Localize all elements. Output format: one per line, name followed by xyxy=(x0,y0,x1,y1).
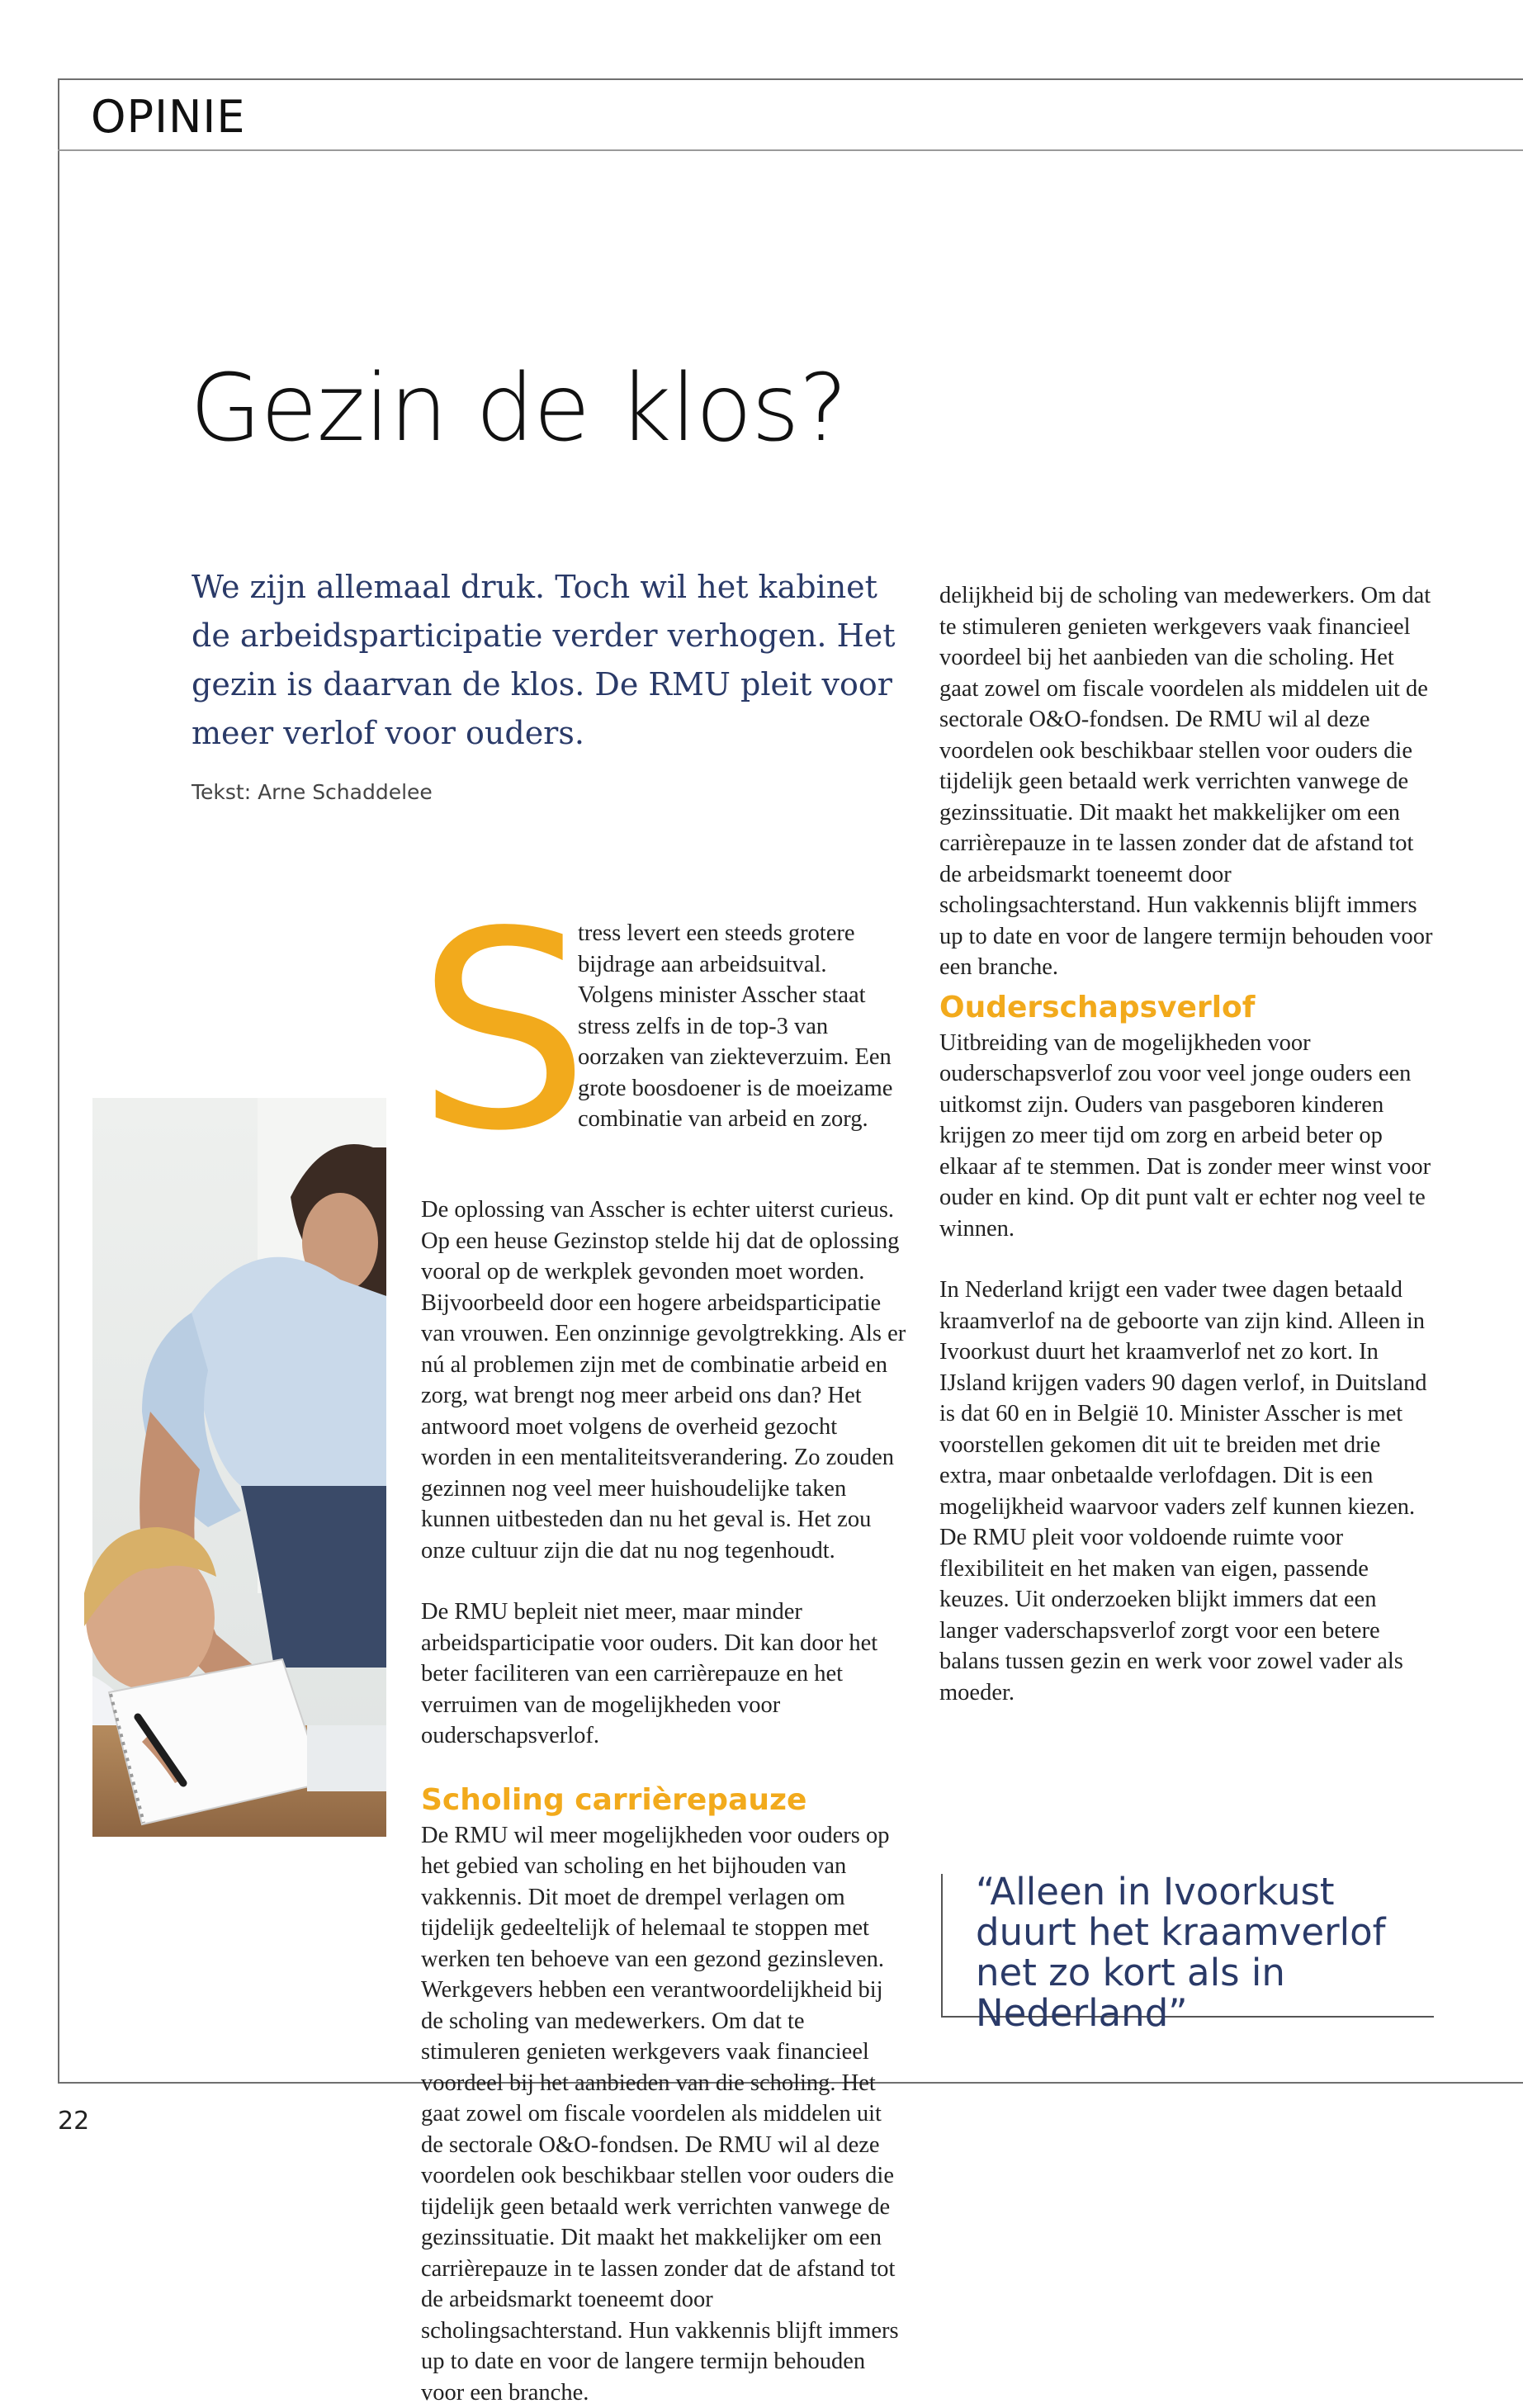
subheading-scholing: Scholing carrièrepauze xyxy=(421,1782,807,1817)
article-byline: Tekst: Arne Schaddelee xyxy=(192,780,433,804)
article-column-right xyxy=(939,580,1435,1739)
paragraph: De RMU bepleit niet meer, maar minder arbeidsparticipatie voor ouders. Dit kan door het beter faciliteren van een carrièrepauze en het verruimen van de mogelijkheden voor ouderschapsverlof. xyxy=(421,1599,878,1748)
paragraph-continued: delijkheid bij de scholing van medewerkers. Om dat te stimuleren genieten werkgevers vaak financieel voordeel bij het aanbieden van die scholing. Het gaat zowel om fiscale voordelen als middelen uit de sectorale O&O-fondsen. De RMU wil al deze voordelen ook beschikbaar stellen voor ouders die tijdelijk geen betaald werk verrichten vanwege de gezinssituatie. Dit maakt het makkelijker om een carrièrepauze in te lassen zonder dat de afstand tot de arbeidsmarkt toeneemt door scholingsachterstand. Hun vakkennis blijft immers up to date en voor de langere termijn behouden voor een branche. xyxy=(939,583,1433,980)
photo-illustration xyxy=(92,1098,386,1837)
intro-paragraph: tress levert een steeds grotere bijdrage aan arbeidsuitval. Volgens minister Asscher staat stress zelfs in de top-3 van oorzaken van ziekteverzuim. Een grote boosdoener is de moeizame combinatie van arbeid en zorg. xyxy=(578,920,893,1132)
page-frame-left xyxy=(58,78,59,2083)
drop-cap: S xyxy=(417,873,590,1190)
paragraph: Uitbreiding van de mogelijkheden voor ouderschapsverlof zou voor veel jonge ouders een uitkomst zijn. Ouders van pasgeboren kinderen krijgen zo meer tijd om zorg en arbeid beter op elkaar af te stemmen. Dat is zonder meer winst voor ouder en kind. Op dit punt valt er echter nog veel te winnen. xyxy=(939,1029,1431,1242)
subheading-ouderschapsverlof: Ouderschapsverlof xyxy=(939,990,1256,1024)
paragraph: De oplossing van Asscher is echter uiterst curieus. Op een heuse Gezinstop stelde hij dat de oplossing vooral op de werkplek gevonden moet worden. Bijvoorbeeld door een hogere arbeidsparticipatie van vrouwen. Een onzinnige gevolgtrekking. Als er nú al problemen zijn met de combinatie arbeid en zorg, wat brengt nog meer arbeid ons dan? Het antwoord moet volgens de overheid gezocht worden in een mentaliteitsverandering. Zo zouden gezinnen nog veel meer huishoudelijke taken kunnen uitbesteden dan nu het geval is. Het zou onze cultuur zijn die dat nu nog tegenhoudt. xyxy=(421,1197,906,1564)
article-lede: We zijn allemaal druk. Toch wil het kabinet de arbeidsparticipatie verder verhogen. Het gezin is daarvan de klos. De RMU pleit voor meer verlof voor ouders. xyxy=(192,569,896,751)
pull-quote-text: “Alleen in Ivoorkust duurt het kraamverlof net zo kort als in Nederland” xyxy=(976,1870,1386,2035)
section-divider xyxy=(58,149,1523,151)
page-frame-top xyxy=(58,78,1523,80)
paragraph: In Nederland krijgt een vader twee dagen betaald kraamverlof na de geboorte van zijn kind. Alleen in Ivoorkust duurt het kraamverlof net zo kort. In IJsland krijgen vaders 90 dagen verlof, in Duitsland is dat 60 en in België 10. Minister Asscher is met voorstellen gekomen dit uit te breiden met drie extra, maar onbetaalde verlofdagen. Dit is een mogelijkheid waarvoor vaders zelf kunnen kiezen. De RMU pleit voor voldoende ruimte voor flexibiliteit en het maken van eigen, passende keuzes. Uit onderzoeken blijkt immers dat een langer vaderschapsverlof zorgt voor een betere balans tussen gezin en werk voor zowel vader als moeder. xyxy=(939,1277,1427,1705)
paragraph: De RMU wil meer mogelijkheden voor ouders op het gebied van scholing en het bijhouden van vakkennis. Dit moet de drempel verlagen om tijdelijk gedeeltelijk of helemaal te stoppen met werken ten behoeve van een gezond gezinsleven. Werkgevers hebben een verantwoordelijkheid bij de scholing van medewerkers. Om dat te stimuleren genieten werkgevers vaak financieel voordeel bij het aanbieden van die scholing. Het gaat zowel om fiscale voordelen als middelen uit de sectorale O&O-fondsen. De RMU wil al deze voordelen ook beschikbaar stellen voor ouders die tijdelijk geen betaald werk verrichten vanwege de gezinssituatie. Dit maakt het makkelijker om een carrièrepauze in te lassen zonder dat de afstand tot de arbeidsmarkt toeneemt door scholingsachterstand. Hun vakkennis blijft immers up to date en voor de langere termijn behouden voor een branche. xyxy=(421,1822,899,2406)
pull-quote xyxy=(941,1870,1434,2035)
article-column-middle xyxy=(421,1195,908,2406)
father-son-photo xyxy=(92,1098,386,1837)
page-title: Gezin de klos? xyxy=(190,355,848,462)
section-label: OPINIE xyxy=(91,91,246,143)
page-number: 22 xyxy=(58,2107,90,2136)
